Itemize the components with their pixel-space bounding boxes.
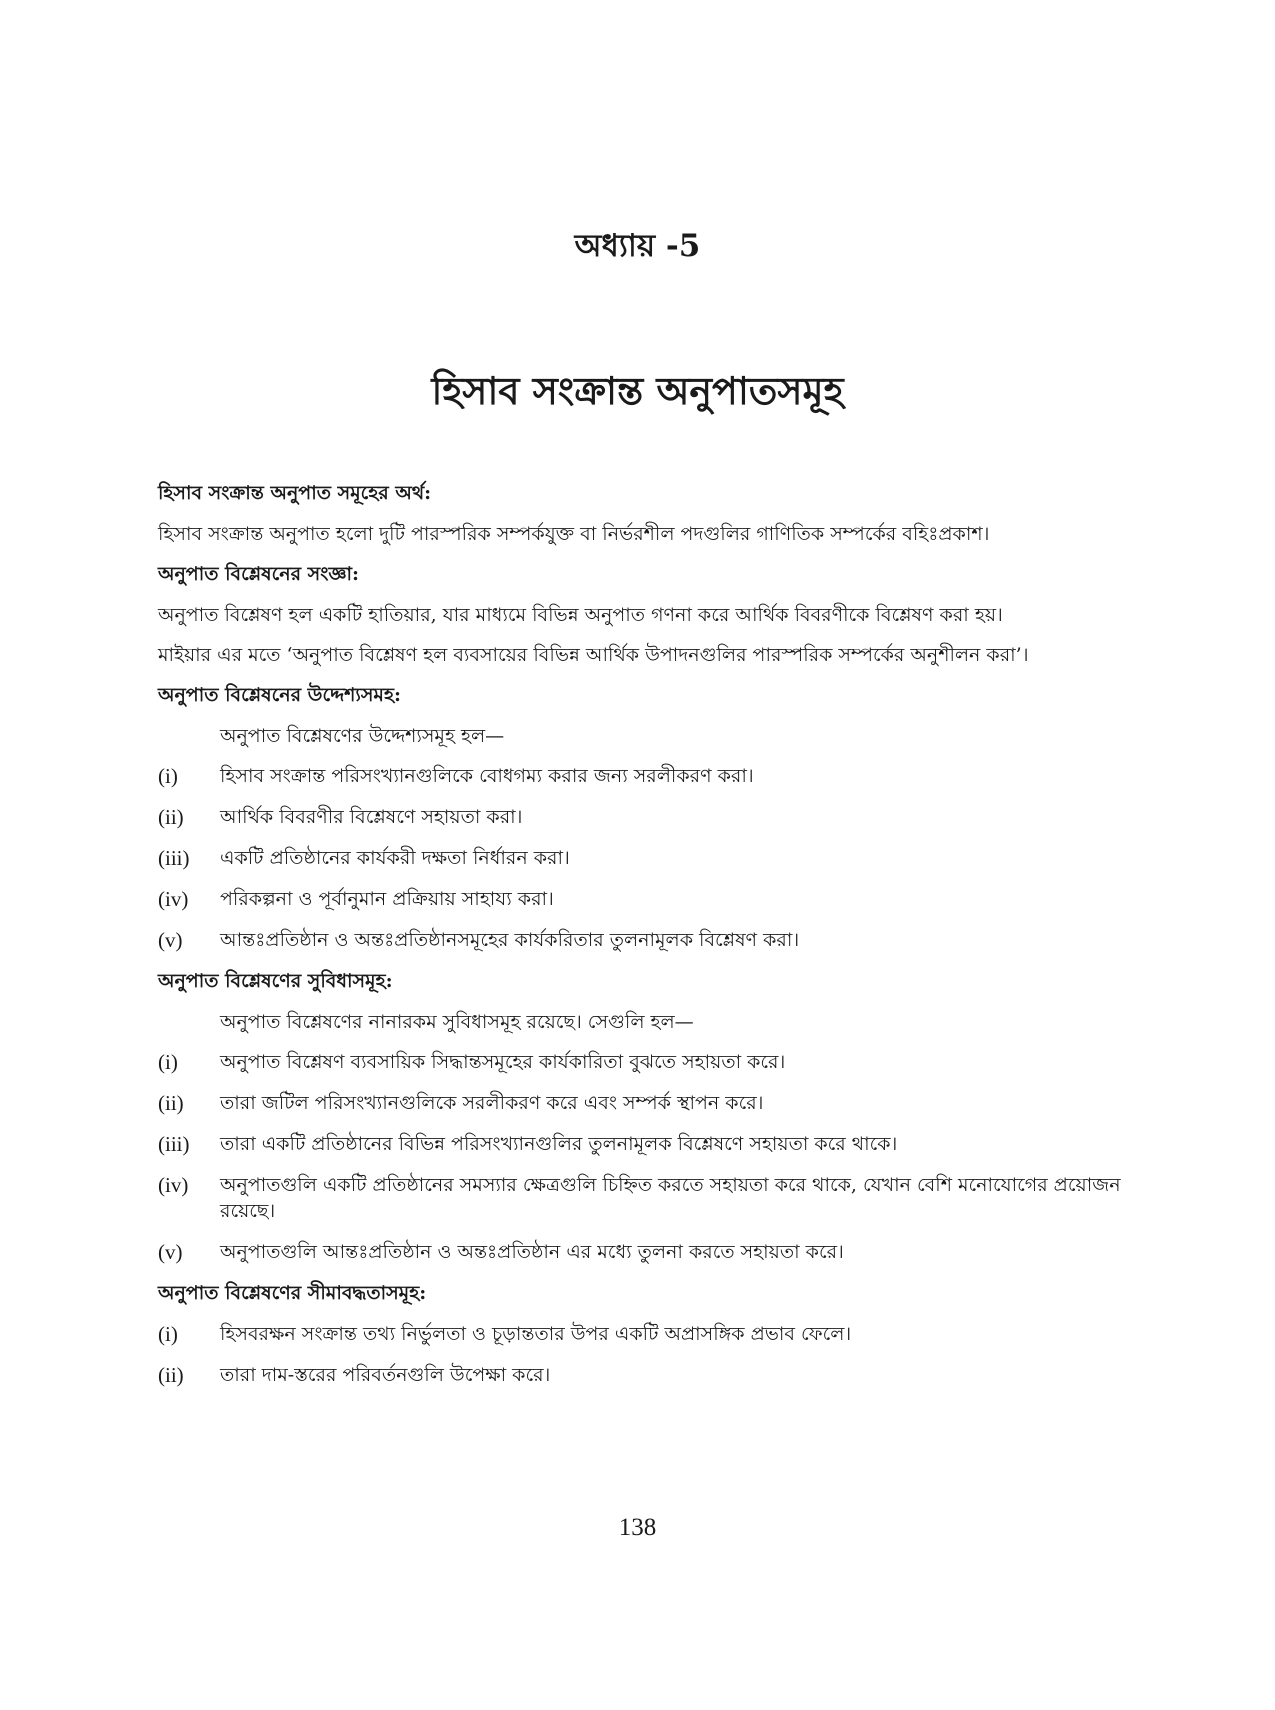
page-number: 138 (618, 1514, 657, 1541)
list-item (158, 1172, 1156, 1224)
section-heading-definition: অনুপাত বিশ্লেষনের সংজ্ঞা: (158, 563, 360, 585)
list-item-number: (i) (158, 1050, 178, 1074)
list-item-number: (ii) (158, 805, 184, 829)
page-title: হিসাব সংক্রান্ত অনুপাতসমূহ (431, 368, 844, 413)
list-item-text: হিসবরক্ষন সংক্রান্ত তথ্য নির্ভুলতা ও চূড়ান্ততার উপর একটি অপ্রাসঙ্গিক প্রভাব ফেলে। (220, 1323, 852, 1345)
main-content (158, 480, 1156, 1403)
section-heading-advantages: অনুপাত বিশ্লেষণের সুবিধাসমূহ: (158, 970, 393, 992)
list-item-text: অনুপাত বিশ্লেষণ ব্যবসায়িক সিদ্ধান্তসমূহের কার্যকারিতা বুঝতে সহায়তা করে। (220, 1051, 786, 1073)
list-item-text: অনুপাতগুলি আন্তঃপ্রতিষ্ঠান ও অন্তঃপ্রতিষ্ঠান এর মধ্যে তুলনা করতে সহায়তা করে। (220, 1241, 844, 1263)
list-item-text: তারা জটিল পরিসংখ্যানগুলিকে সরলীকরণ করে এবং সম্পর্ক স্থাপন করে। (220, 1092, 764, 1114)
definition-paragraph-1: অনুপাত বিশ্লেষণ হল একটি হাতিয়ার, যার মাধ্যমে বিভিন্ন অনুপাত গণনা করে আর্থিক বিবরণীকে বিশ্লেষণ করা হয়। (158, 604, 1003, 626)
list-item-text: আর্থিক বিবরণীর বিশ্লেষণে সহায়তা করা। (220, 806, 523, 828)
list-item (158, 845, 1156, 871)
list-item-text: পরিকল্পনা ও পূর্বানুমান প্রক্রিয়ায় সাহায্য করা। (220, 888, 554, 910)
chapter-label: অধ্যায় -5 (574, 228, 701, 264)
list-item (158, 927, 1156, 953)
list-item (158, 1049, 1156, 1075)
list-item-number: (iii) (158, 846, 190, 870)
list-item (158, 1321, 1156, 1347)
section-heading-meaning: হিসাব সংক্রান্ত অনুপাত সমূহের অর্থ: (158, 482, 432, 504)
list-item-text: তারা একটি প্রতিষ্ঠানের বিভিন্ন পরিসংখ্যানগুলির তুলনামূলক বিশ্লেষণে সহায়তা করে থাকে। (220, 1133, 898, 1155)
objectives-intro: অনুপাত বিশ্লেষণের উদ্দেশ্যসমূহ হল— (220, 725, 505, 747)
list-item-number: (i) (158, 764, 178, 788)
list-item (158, 1362, 1156, 1388)
list-item (158, 804, 1156, 830)
section-heading-limitations: অনুপাত বিশ্লেষণের সীমাবদ্ধতাসমূহ: (158, 1282, 427, 1304)
list-item-number: (ii) (158, 1091, 184, 1115)
list-item-text: তারা দাম-স্তরের পরিবর্তনগুলি উপেক্ষা করে। (220, 1364, 551, 1386)
list-item-text: হিসাব সংক্রান্ত পরিসংখ্যানগুলিকে বোধগম্য করার জন্য সরলীকরণ করা। (220, 765, 754, 787)
list-item-text: আন্তঃপ্রতিষ্ঠান ও অন্তঃপ্রতিষ্ঠানসমূহের কার্যকরিতার তুলনামূলক বিশ্লেষণ করা। (220, 929, 800, 951)
list-item-number: (iv) (158, 1173, 189, 1197)
meaning-paragraph: হিসাব সংক্রান্ত অনুপাত হলো দুটি পারস্পরিক সম্পর্কযুক্ত বা নির্ভরশীল পদগুলির গাণিতিক সম্পর্কের বহিঃপ্রকাশ। (158, 523, 990, 545)
list-item (158, 886, 1156, 912)
advantages-intro: অনুপাত বিশ্লেষণের নানারকম সুবিধাসমূহ রয়েছে। সেগুলি হল— (220, 1011, 694, 1033)
list-item-text: অনুপাতগুলি একটি প্রতিষ্ঠানের সমস্যার ক্ষেত্রগুলি চিহ্নিত করতে সহায়তা করে থাকে, যেখান বেশি মনোযোগের প্রয়োজন রয়েছে। (220, 1174, 1121, 1222)
list-item (158, 763, 1156, 789)
definition-paragraph-2: মাইয়ার এর মতে ‘অনুপাত বিশ্লেষণ হল ব্যবসায়ের বিভিন্ন আর্থিক উপাদনগুলির পারস্পরিক সম্পর্কের অনুশীলন করা’। (158, 644, 1029, 666)
list-item (158, 1131, 1156, 1157)
list-item-number: (ii) (158, 1363, 184, 1387)
list-item (158, 1239, 1156, 1265)
list-item (158, 1090, 1156, 1116)
list-item-text: একটি প্রতিষ্ঠানের কার্যকরী দক্ষতা নির্ধারন করা। (220, 847, 570, 869)
list-item-number: (v) (158, 928, 183, 952)
list-item-number: (iv) (158, 887, 189, 911)
list-item-number: (v) (158, 1240, 183, 1264)
list-item-number: (iii) (158, 1132, 190, 1156)
section-heading-objectives: অনুপাত বিশ্লেষনের উদ্দেশ্যসমহ: (158, 684, 401, 706)
list-item-number: (i) (158, 1322, 178, 1346)
